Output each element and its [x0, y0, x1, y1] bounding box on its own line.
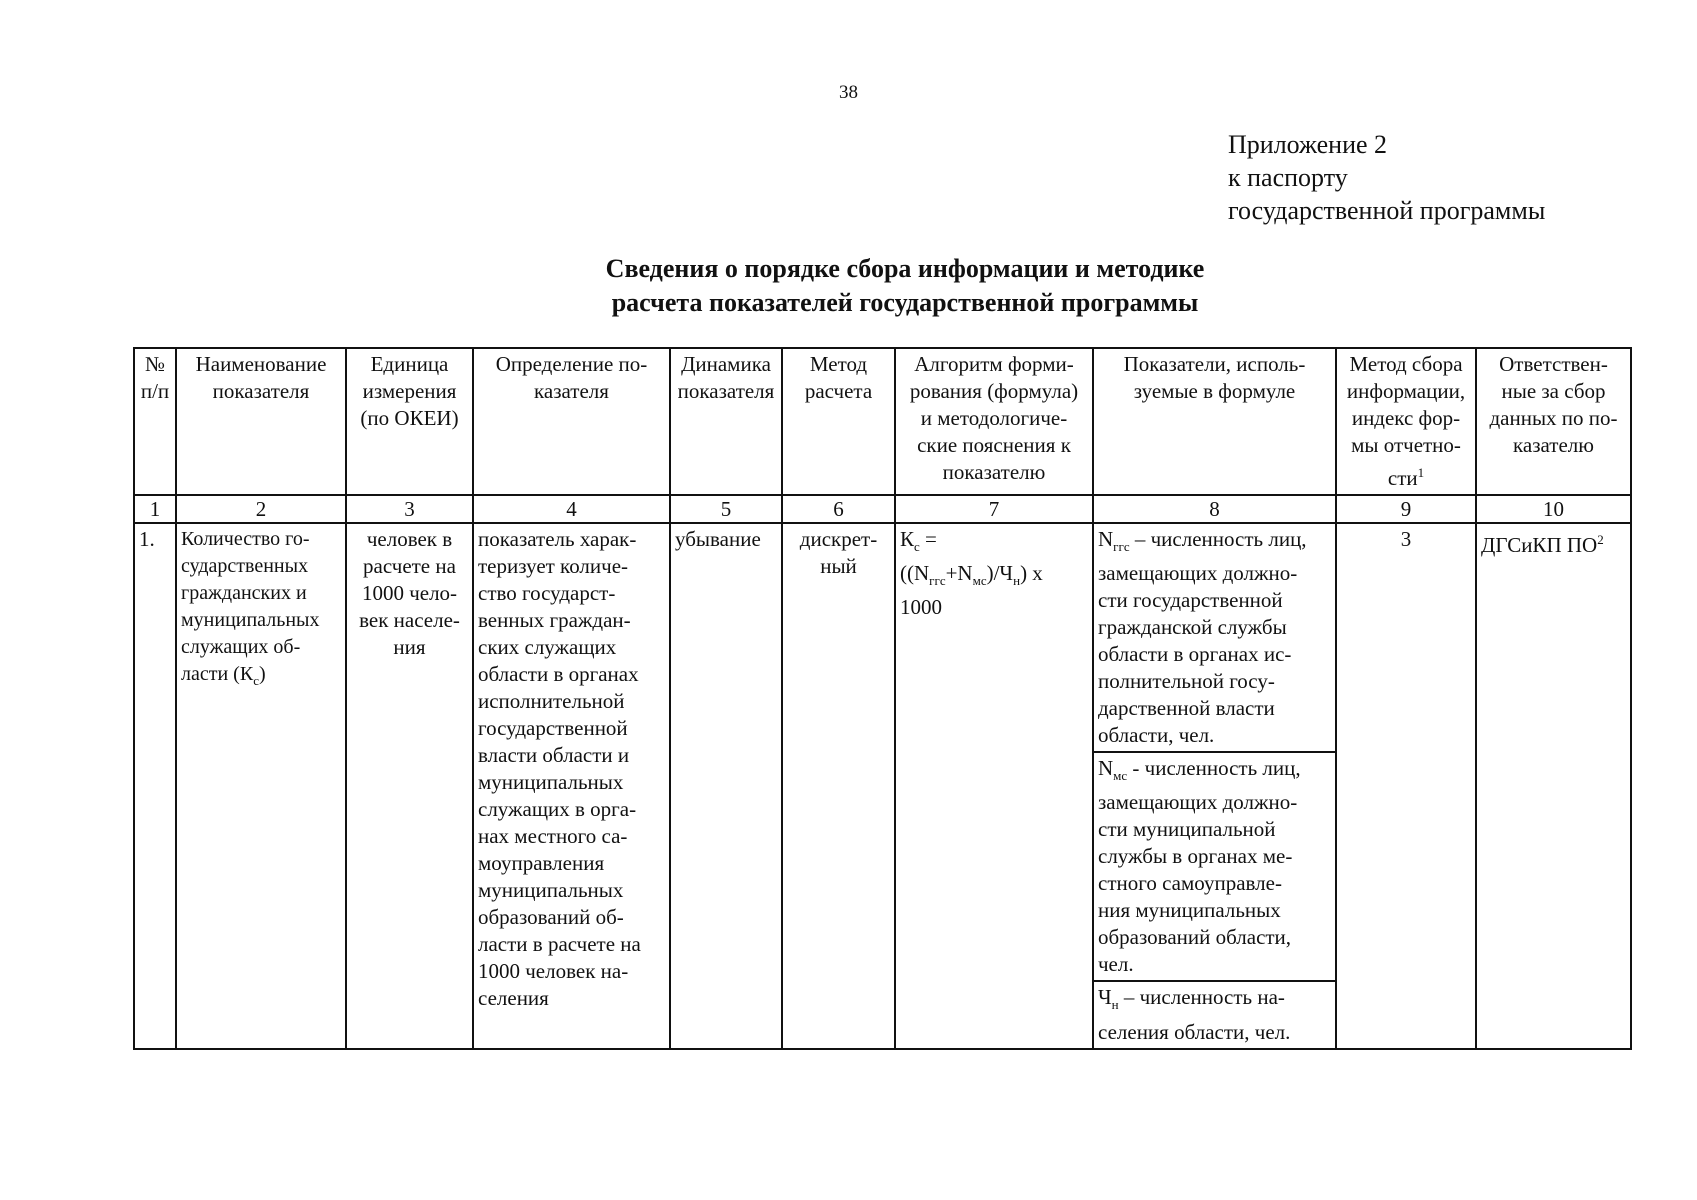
- column-number: 4: [473, 495, 670, 523]
- indicator-item: $N_{мс}$ - численность лиц, замещающих должно- сти муниципальной службы в органах ме- стного самоуправле- ния муниципальных образований области, чел.: [1094, 753, 1335, 982]
- footnote-1-marker: 1: [1417, 465, 1425, 480]
- indicator-item: $N_{ггс}$ – численность лиц, замещающих должно- сти государственной гражданской службы области в органах ис- полнительной госу- дарственной власти области, чел.: [1094, 524, 1335, 753]
- responsible-party: ДГСиКП $ПО^2$: [1476, 523, 1631, 1049]
- header-collection-method: Метод сбора информации, индекс фор- мы отчетно- сти$^1$: [1336, 348, 1476, 495]
- column-number: 1: [134, 495, 176, 523]
- appendix-line-3: государственной программы: [1228, 196, 1546, 225]
- header-responsible: Ответствен- ные за сбор данных по по- казателю: [1476, 348, 1631, 495]
- header-unit: Единица измерения (по ОКЕИ): [346, 348, 473, 495]
- unit-of-measure: человек в расчете на 1000 чело- век населе- ния: [346, 523, 473, 1049]
- header-number: № п/п: [134, 348, 176, 495]
- appendix-line-1: Приложение 2: [1228, 130, 1388, 159]
- column-number: 7: [895, 495, 1093, 523]
- collection-method: 3: [1336, 523, 1476, 1049]
- indicator-name: Количество го- сударственных гражданских и муниципальных служащих об- ласти $(К_с)$: [176, 523, 346, 1049]
- row-number: 1.: [134, 523, 176, 1049]
- header-formula-indicators: Показатели, исполь- зуемые в формуле: [1093, 348, 1336, 495]
- document-title: [0, 252, 1697, 320]
- indicator-item: $Ч_н$ – численность на- селения области, чел.: [1098, 985, 1291, 1044]
- header-algorithm: Алгоритм форми- рования (формула) и методологиче- ские пояснения к показателю: [895, 348, 1093, 495]
- column-number: 3: [346, 495, 473, 523]
- column-number: 2: [176, 495, 346, 523]
- indicators-table: [133, 347, 1632, 1050]
- formula: $К_с$ = $((N_{ггс}+N_{мс})/Ч_н)$ х 1000: [895, 523, 1093, 1049]
- header-calc-method: Метод расчета: [782, 348, 895, 495]
- page-number: 38: [839, 82, 858, 103]
- column-number: 6: [782, 495, 895, 523]
- column-number-row: [134, 495, 1631, 523]
- column-number: 8: [1093, 495, 1336, 523]
- footnote-2-marker: 2: [1597, 532, 1604, 547]
- indicator-definition: показатель харак- теризует количе- ство государст- венных граждан- ских служащих области в органах исполнительной государственной власти области и муниципальных служащих в орга- нах местного са- моуправления муниципальных образований об- ласти в расчете на 1000 человек на- селения: [473, 523, 670, 1049]
- formula-indicators: [1093, 523, 1336, 1049]
- calculation-method: дискрет- ный: [782, 523, 895, 1049]
- column-number: 10: [1476, 495, 1631, 523]
- indicator-dynamics: убывание: [670, 523, 782, 1049]
- table-row: [134, 523, 1631, 1049]
- header-indicator-name: Наименование показателя: [176, 348, 346, 495]
- header-definition: Определение по- казателя: [473, 348, 670, 495]
- title-line-1: Сведения о порядке сбора информации и методике: [605, 254, 1205, 283]
- appendix-line-2: к паспорту: [1228, 163, 1348, 192]
- header-dynamics: Динамика показателя: [670, 348, 782, 495]
- table-header-row: [134, 348, 1631, 495]
- title-line-2: расчета показателей государственной программы: [611, 288, 1199, 317]
- appendix-note: [1228, 128, 1545, 227]
- column-number: 9: [1336, 495, 1476, 523]
- column-number: 5: [670, 495, 782, 523]
